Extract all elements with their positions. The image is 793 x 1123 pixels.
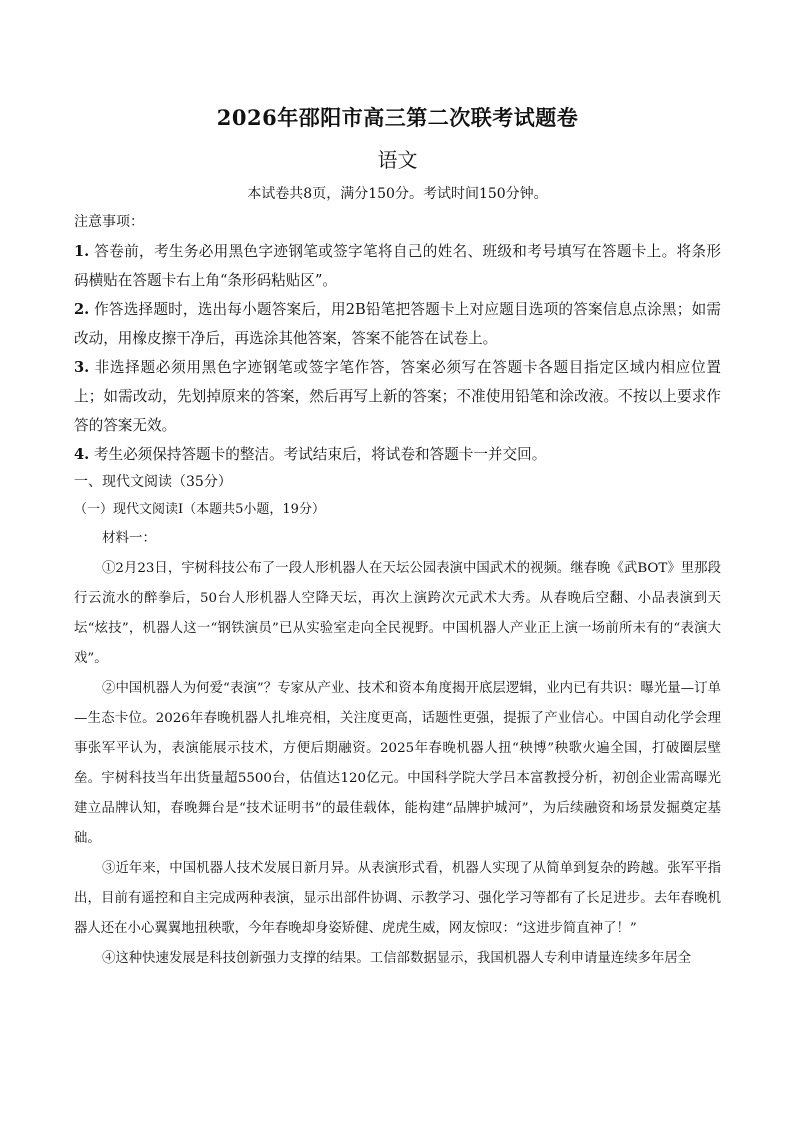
passage-paragraph-3: ③近年来，中国机器人技术发展日新月异。从表演形式看，机器人实现了从简单到复杂的跨越。张军平指出，目前有遥控和自主完成两种表演，显示出部件协调、示教学习、强化学习等都有了长足进步。去年春晚机器人还在小心翼翼地扭秧歌，今年春晚却身姿矫健、虎虎生威，网友惊叹：“这进步简直神了！” [74,861,721,936]
notice-item-2 [74,295,721,353]
notice-item-4 [74,440,721,469]
notice-item-3 [74,353,721,440]
notice-list [74,237,721,469]
notice-number: 1. [74,243,90,260]
passage-paragraph-4: ④这种快速发展是科技创新强力支撑的结果。工信部数据显示，我国机器人专利申请量连续多年居全 [102,951,692,966]
notice-text: 考生必须保持答题卡的整洁。考试结束后，将试卷和答题卡一并交回。 [93,446,547,463]
exam-info: 本试卷共8页，满分150分。考试时间150分钟。 [247,186,548,202]
exam-title: 2026年邵阳市高三第二次联考试题卷 [216,105,579,130]
notice-heading: 注意事项： [74,214,144,230]
passage-paragraph-1: ①2月23日，宇树科技公布了一段人形机器人在天坛公园表演中国武术的视频。继春晚《武BOT》里那段行云流水的醉拳后，50台人形机器人空降天坛，再次上演跨次元武术大秀。从春晚后空翻、小品表演到天坛“炫技”，机器人这一“钢铁演员”已从实验室走向全民视野。中国机器人产业正上演一场前所未有的“表演大戏”。 [74,561,721,666]
material-label: 材料一： [102,530,156,546]
passage-paragraph-2: ②中国机器人为何爱“表演”？专家从产业、技术和资本角度揭开底层逻辑，业内已有共识：曝光量—订单—生态卡位。2026年春晚机器人扎堆亮相，关注度更高，话题性更强，提振了产业信心。中国自动化学会理事张军平认为，表演能展示技术，方便后期融资。2025年春晚机器人扭“秧博”秧歌火遍全国，打破圈层壁垒。宇树科技当年出货量超5500台，估值达120亿元。中国科学院大学吕本富教授分析，初创企业需高曝光建立品牌认知，春晚舞台是“技术证明书”的最佳载体，能构建“品牌护城河”，为后续融资和场景发掘奠定基础。 [74,681,721,846]
notice-text: 作答选择题时，选出每小题答案后，用2B铅笔把答题卡上对应题目选项的答案信息点涂黑；如需改动，用橡皮擦干净后，再选涂其他答案，答案不能答在试卷上。 [74,301,722,347]
notice-text: 非选择题必须用黑色字迹钢笔或签字笔作答，答案必须写在答题卡各题目指定区域内相应位置上；如需改动，先划掉原来的答案，然后再写上新的答案；不准使用铅笔和涂改液。不按以上要求作答的答案无效。 [74,359,721,434]
notice-number: 4. [74,446,90,463]
sub-section-heading: （一）现代文阅读Ⅰ（本题共5小题，19分） [74,502,325,517]
exam-subject: 语文 [377,148,418,172]
notice-number: 3. [74,359,90,376]
section-heading: 一、现代文阅读（35分） [74,474,232,490]
notice-text: 答卷前，考生务必用黑色字迹钢笔或签字笔将自己的姓名、班级和考号填写在答题卡上。将条形码横贴在答题卡右上角“条形码粘贴区”。 [74,243,721,289]
notice-item-1 [74,237,721,295]
notice-number: 2. [74,301,90,318]
